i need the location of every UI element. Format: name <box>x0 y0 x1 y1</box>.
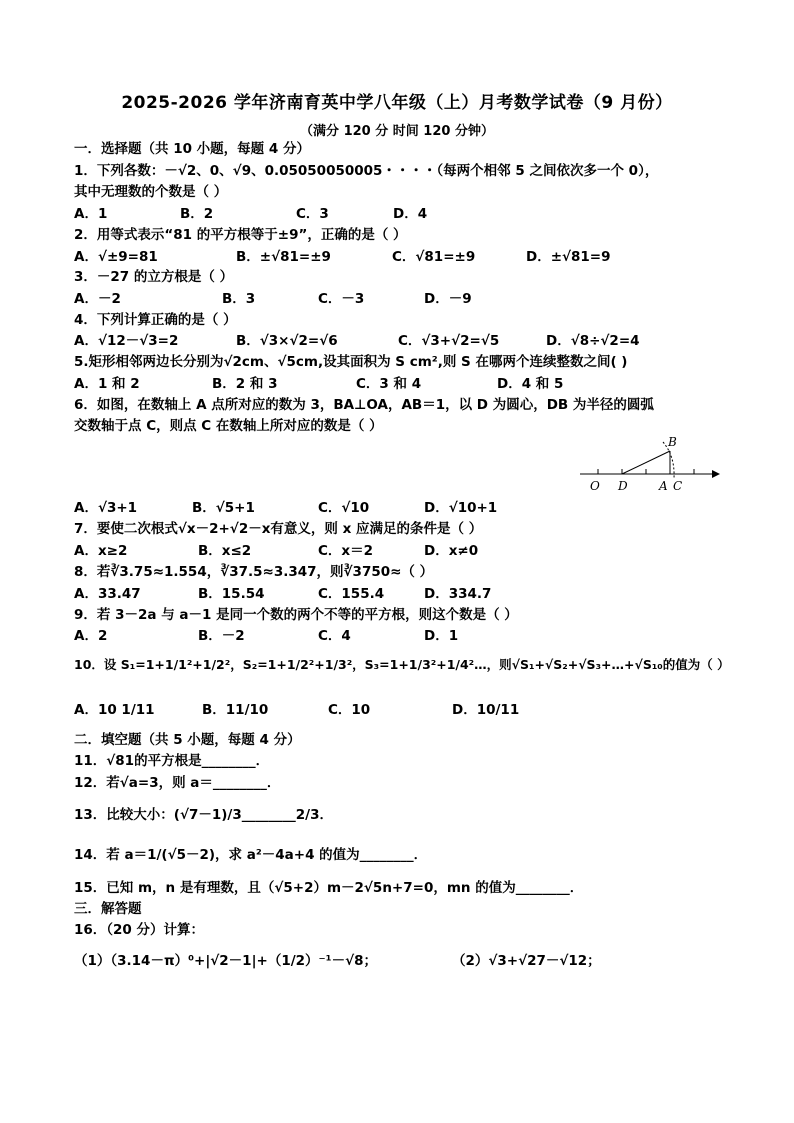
label-D: D <box>618 479 628 493</box>
q6-option-d: D．√10+1 <box>424 500 498 516</box>
q9-option-b: B．－2 <box>198 628 245 644</box>
label-C: C <box>673 479 683 493</box>
q8-option-d: D．334.7 <box>424 586 492 602</box>
q5-stem: 5.矩形相邻两边长分别为√2cm、√5cm,设其面积为 S cm²,则 S 在哪两个连续整数之间( ) <box>74 354 628 370</box>
q6-option-c: C．√10 <box>318 500 370 516</box>
q16-stem: 16．（20 分）计算： <box>74 922 205 938</box>
exam-subtitle: （满分 120 分 时间 120 分钟） <box>300 124 494 139</box>
q9-option-a: A．2 <box>74 628 108 644</box>
q5-option-b: B．2 和 3 <box>212 376 278 392</box>
q6-option-a: A．√3+1 <box>74 500 138 516</box>
q10-stem: 10．设 S₁=1+1/1²+1/2²，S₂=1+1/2²+1/3²，S₃=1+1/3²+1/4²…，则√S₁+√S₂+√S₃+…+√S₁₀的值为（ ） <box>74 657 730 672</box>
q5-option-a: A．1 和 2 <box>74 376 140 392</box>
q10-option-a: A．10 1/11 <box>74 702 155 718</box>
section-fill-heading: 二．填空题（共 5 小题，每题 4 分） <box>74 732 301 748</box>
q1-option-a: A．1 <box>74 206 108 222</box>
q4-option-d: D．√8÷√2=4 <box>546 333 640 349</box>
q6-option-b: B．√5+1 <box>192 500 255 516</box>
label-B: B <box>668 435 677 449</box>
q3-option-a: A．－2 <box>74 291 121 307</box>
q8-stem: 8．若∛3.75≈1.554，∛37.5≈3.347，则∛3750≈（ ） <box>74 564 434 580</box>
q5-option-c: C．3 和 4 <box>356 376 422 392</box>
q16-part1: （1）（3.14－π）⁰+|√2－1|+（1/2）⁻¹－√8； <box>74 953 377 969</box>
q3-option-c: C．－3 <box>318 291 365 307</box>
q2-option-d: D．±√81=9 <box>526 249 611 265</box>
q6-line2: 交数轴于点 C，则点 C 在数轴上所对应的数是（ ） <box>74 418 383 434</box>
number-line-figure <box>576 434 724 494</box>
q1-line2: 其中无理数的个数是（ ） <box>74 184 228 200</box>
section-choice-heading: 一．选择题（共 10 小题，每题 4 分） <box>74 141 310 157</box>
q10-option-b: B．11/10 <box>202 702 269 718</box>
q7-stem: 7．要使二次根式√x－2+√2－x有意义，则 x 应满足的条件是（ ） <box>74 521 483 537</box>
q8-option-c: C．155.4 <box>318 586 385 602</box>
q4-stem: 4．下列计算正确的是（ ） <box>74 312 237 328</box>
q3-option-d: D．－9 <box>424 291 472 307</box>
q2-option-c: C．√81=±9 <box>392 249 476 265</box>
q8-option-b: B．15.54 <box>198 586 265 602</box>
exam-title: 2025-2026 学年济南育英中学八年级（上）月考数学试卷（9 月份） <box>121 93 673 113</box>
q11-stem: 11．√81的平方根是________． <box>74 753 270 769</box>
q4-option-c: C．√3+√2=√5 <box>398 333 500 349</box>
label-O: O <box>590 479 600 493</box>
q10-option-c: C．10 <box>328 702 371 718</box>
q5-option-d: D．4 和 5 <box>497 376 564 392</box>
q2-stem: 2．用等式表示“81 的平方根等于±9”，正确的是（ ） <box>74 227 407 243</box>
q1-option-d: D．4 <box>393 206 428 222</box>
q1-option-b: B．2 <box>180 206 214 222</box>
q13-stem: 13．比较大小：(√7－1)/3________2/3． <box>74 807 333 823</box>
q7-option-c: C．x＝2 <box>318 543 374 559</box>
label-A: A <box>659 479 668 493</box>
q9-option-d: D．1 <box>424 628 459 644</box>
q9-option-c: C．4 <box>318 628 351 644</box>
q6-line1: 6．如图，在数轴上 A 点所对应的数为 3，BA⊥OA，AB＝1，以 D 为圆心，DB 为半径的圆弧 <box>74 397 654 413</box>
q2-option-a: A．√±9=81 <box>74 249 158 265</box>
q7-option-a: A．x≥2 <box>74 543 128 559</box>
q16-part2: （2）√3+√27－√12； <box>452 953 601 969</box>
q3-option-b: B．3 <box>222 291 256 307</box>
q1-option-c: C．3 <box>296 206 329 222</box>
q14-stem: 14．若 a＝1/(√5－2)，求 a²－4a+4 的值为________． <box>74 847 428 863</box>
q2-option-b: B．±√81=±9 <box>236 249 331 265</box>
section-answer-heading: 三．解答题 <box>74 901 142 917</box>
q1-line1: 1．下列各数：－√2、0、√9、0.05050050005・・・・（每两个相邻 5 之间依次多一个 0）， <box>74 163 659 179</box>
q3-stem: 3．－27 的立方根是（ ） <box>74 269 234 285</box>
q7-option-d: D．x≠0 <box>424 543 479 559</box>
q12-stem: 12．若√a=3，则 a＝________． <box>74 775 281 791</box>
q4-option-a: A．√12－√3=2 <box>74 333 179 349</box>
q8-option-a: A．33.47 <box>74 586 141 602</box>
q9-stem: 9．若 3－2a 与 a－1 是同一个数的两个不等的平方根，则这个数是（ ） <box>74 607 518 623</box>
q7-option-b: B．x≤2 <box>198 543 252 559</box>
q15-stem: 15．已知 m，n 是有理数，且（√5+2）m－2√5n+7=0，mn 的值为________． <box>74 880 584 896</box>
q4-option-b: B．√3×√2=√6 <box>236 333 338 349</box>
q10-option-d: D．10/11 <box>452 702 520 718</box>
